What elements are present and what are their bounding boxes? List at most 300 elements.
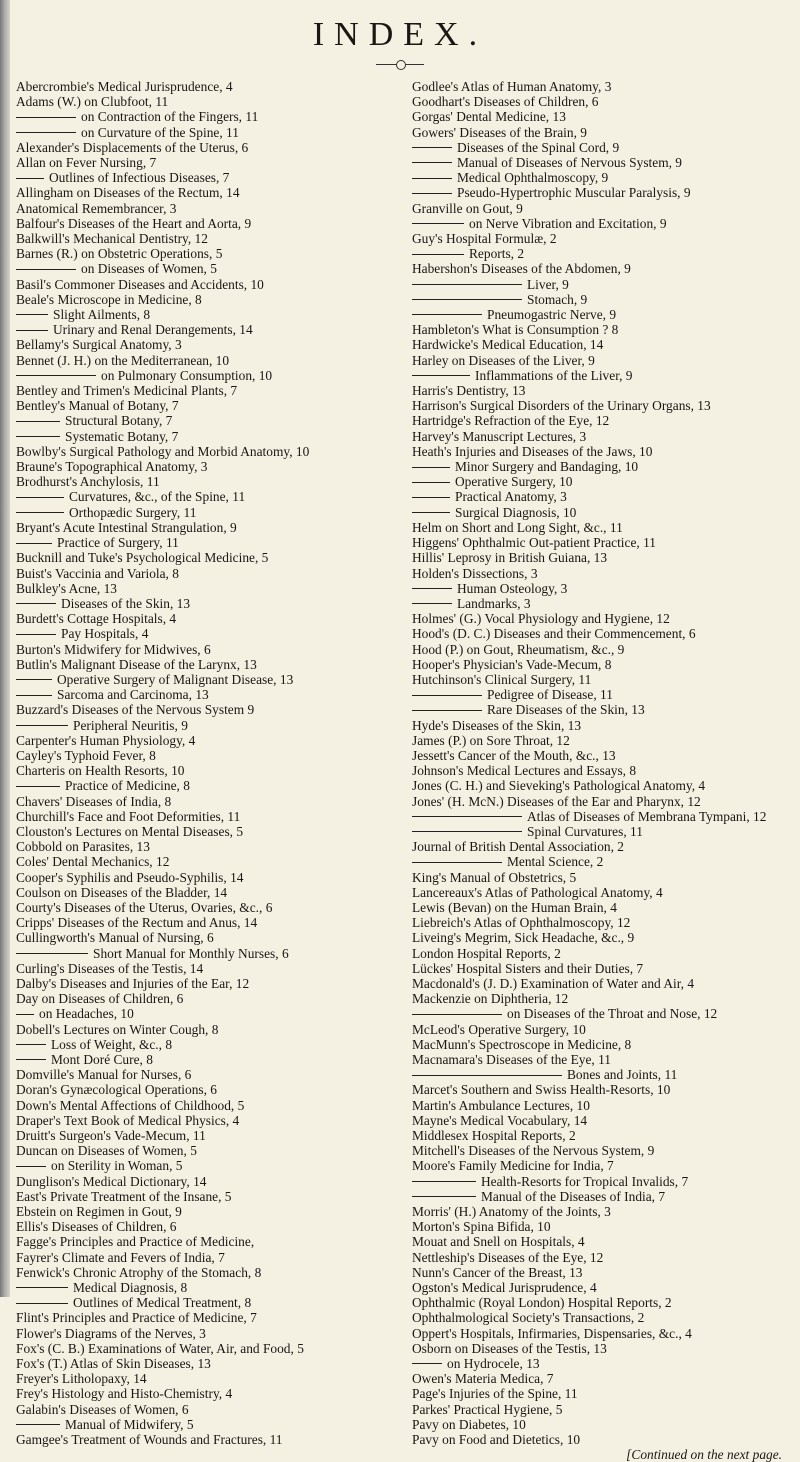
index-entry-text: Middlesex Hospital Reports, 2 — [412, 1128, 576, 1144]
index-entry-text: on Sterility in Woman, 5 — [51, 1158, 183, 1174]
index-entry-text: Pavy on Diabetes, 10 — [412, 1416, 526, 1432]
index-entry-text: Pneumogastric Nerve, 9 — [487, 307, 617, 323]
index-entry — [412, 642, 796, 657]
index-entry-text: Atlas of Diseases of Membrana Tympani, 12 — [527, 808, 767, 824]
index-entry-text: Frey's Histology and Histo-Chemistry, 4 — [16, 1386, 233, 1402]
index-entry-text: Hood's (D. C.) Diseases and their Commencement, 6 — [412, 626, 696, 642]
index-entry-text: Medical Ophthalmoscopy, 9 — [457, 170, 609, 186]
ditto-dash — [412, 497, 450, 498]
index-entry — [16, 976, 404, 991]
index-entry-text: Mental Science, 2 — [507, 854, 604, 870]
index-entry-text: Morris' (H.) Anatomy of the Joints, 3 — [412, 1204, 611, 1220]
index-entry — [16, 854, 404, 869]
ditto-dash — [16, 1287, 68, 1288]
index-entry-text: Reports, 2 — [469, 246, 525, 262]
index-entry — [16, 839, 404, 854]
index-entry — [16, 1371, 404, 1386]
index-entry — [16, 733, 404, 748]
index-entry — [412, 413, 796, 428]
ditto-dash — [16, 725, 68, 726]
index-entry-text: Helm on Short and Long Sight, &c., 11 — [412, 519, 623, 535]
index-sub-entry — [16, 687, 404, 702]
page-title: INDEX. — [312, 16, 488, 53]
ditto-dash — [16, 497, 64, 498]
index-entry-text: Owen's Materia Medica, 7 — [412, 1371, 554, 1387]
index-entry — [16, 1310, 404, 1325]
ditto-dash — [16, 436, 60, 437]
ditto-dash — [16, 178, 44, 179]
index-entry-text: Health-Resorts for Tropical Invalids, 7 — [481, 1173, 689, 1189]
index-entry-text: Hutchinson's Clinical Surgery, 11 — [412, 671, 592, 687]
index-entry-text: Landmarks, 3 — [457, 595, 531, 611]
index-entry — [412, 1432, 796, 1447]
index-entry — [16, 1189, 404, 1204]
index-entry-text: Surgical Diagnosis, 10 — [455, 504, 577, 520]
ditto-dash — [16, 786, 60, 787]
index-entry-text: Jessett's Cancer of the Mouth, &c., 13 — [412, 747, 616, 763]
index-entry-text: James (P.) on Sore Throat, 12 — [412, 732, 570, 748]
ditto-dash — [412, 862, 502, 863]
index-entry — [16, 1128, 404, 1143]
index-entry — [412, 1022, 796, 1037]
index-entry-text: Liver, 9 — [527, 276, 569, 292]
index-entry — [16, 1113, 404, 1128]
index-entry-text: Gamgee's Treatment of Wounds and Fractures, 11 — [16, 1432, 283, 1448]
index-entry-text: Burdett's Cottage Hospitals, 4 — [16, 611, 177, 627]
index-entry-text: Jones' (H. McN.) Diseases of the Ear and Pharynx, 12 — [412, 793, 701, 809]
index-entry — [412, 566, 796, 581]
index-entry — [16, 398, 404, 413]
index-entry-text: Stomach, 9 — [527, 291, 588, 307]
index-entry — [412, 1402, 796, 1417]
index-entry-text: Slight Ailments, 8 — [53, 307, 151, 323]
index-entry-text: Fayrer's Climate and Fevers of India, 7 — [16, 1249, 225, 1265]
index-entry-text: Clouston's Lectures on Mental Diseases, 5 — [16, 823, 244, 839]
index-entry — [16, 748, 404, 763]
index-entry — [16, 231, 404, 246]
index-entry-text: East's Private Treatment of the Insane, 5 — [16, 1188, 232, 1204]
index-entry-text: Lewis (Bevan) on the Human Brain, 4 — [412, 899, 617, 915]
index-entry — [16, 474, 404, 489]
index-entry-text: Bucknill and Tuke's Psychological Medicine, 5 — [16, 550, 269, 566]
index-entry-text: on Diseases of the Throat and Nose, 12 — [507, 1006, 718, 1022]
ditto-dash — [412, 254, 464, 255]
index-entry — [16, 550, 404, 565]
index-entry — [412, 1158, 796, 1173]
index-entry-text: Hardwicke's Medical Education, 14 — [412, 337, 604, 353]
index-entry — [16, 657, 404, 672]
index-entry — [412, 1082, 796, 1097]
index-entry — [16, 991, 404, 1006]
index-entry — [16, 1250, 404, 1265]
index-sub-entry — [16, 596, 404, 611]
index-entry — [16, 201, 404, 216]
index-entry — [16, 566, 404, 581]
index-entry — [412, 383, 796, 398]
ditto-dash — [412, 223, 464, 224]
index-entry-text: Curvatures, &c., of the Spine, 11 — [69, 489, 246, 505]
index-entry — [412, 398, 796, 413]
index-sub-entry — [16, 1417, 404, 1432]
index-entry-text: Butlin's Malignant Disease of the Larynx, 13 — [16, 656, 257, 672]
index-entry-text: Ogston's Medical Jurisprudence, 4 — [412, 1280, 597, 1296]
index-entry-text: Buzzard's Diseases of the Nervous System 9 — [16, 702, 255, 718]
index-entry — [16, 930, 404, 945]
index-entry-text: Pavy on Food and Dietetics, 10 — [412, 1432, 581, 1448]
index-entry-text: Mouat and Snell on Hospitals, 4 — [412, 1234, 585, 1250]
index-entry-text: Pseudo-Hypertrophic Muscular Paralysis, 9 — [457, 185, 691, 201]
index-entry-text: Macdonald's (J. D.) Examination of Water and Air, 4 — [412, 975, 695, 991]
index-entry — [412, 322, 796, 337]
ditto-dash — [16, 330, 48, 331]
index-entry-text: Fox's (C. B.) Examinations of Water, Air, and Food, 5 — [16, 1340, 304, 1356]
index-entry — [16, 1265, 404, 1280]
index-sub-entry — [412, 824, 796, 839]
index-entry — [412, 672, 796, 687]
index-entry — [412, 900, 796, 915]
index-entry — [16, 1098, 404, 1113]
index-entry-text: Liebreich's Atlas of Ophthalmoscopy, 12 — [412, 915, 631, 931]
ditto-dash — [16, 1014, 34, 1015]
index-entry — [16, 824, 404, 839]
index-sub-entry — [412, 596, 796, 611]
index-entry-text: Mayne's Medical Vocabulary, 14 — [412, 1112, 588, 1128]
book-binding-edge — [0, 0, 10, 1297]
index-entry-text: Anatomical Remembrancer, 3 — [16, 200, 177, 216]
index-entry — [16, 642, 404, 657]
index-sub-entry — [16, 413, 404, 428]
index-entry — [16, 915, 404, 930]
index-entry-text: Oppert's Hospitals, Infirmaries, Dispensaries, &c., 4 — [412, 1325, 692, 1341]
index-entry-text: McLeod's Operative Surgery, 10 — [412, 1021, 586, 1037]
index-sub-entry — [16, 778, 404, 793]
index-entry — [16, 277, 404, 292]
index-entry-text: Morton's Spina Bifida, 10 — [412, 1219, 551, 1235]
index-entry — [412, 611, 796, 626]
index-entry-text: Hooper's Physician's Vade-Mecum, 8 — [412, 656, 612, 672]
index-entry — [16, 1219, 404, 1234]
index-entry — [16, 581, 404, 596]
index-entry-text: Marcet's Southern and Swiss Health-Resorts, 10 — [412, 1082, 671, 1098]
index-entry-text: Harley on Diseases of the Liver, 9 — [412, 352, 595, 368]
index-entry — [412, 1052, 796, 1067]
index-entry-text: Inflammations of the Liver, 9 — [475, 367, 633, 383]
index-entry-text: Hambleton's What is Consumption ? 8 — [412, 322, 619, 338]
ditto-dash — [16, 695, 52, 696]
index-entry — [16, 1386, 404, 1401]
index-sub-entry — [412, 702, 796, 717]
index-entry-text: Coles' Dental Mechanics, 12 — [16, 854, 170, 870]
index-entry-text: Peripheral Neuritis, 9 — [73, 717, 188, 733]
index-entry-text: Draper's Text Book of Medical Physics, 4 — [16, 1112, 240, 1128]
index-sub-entry — [412, 140, 796, 155]
title-ornament-rule — [376, 60, 424, 70]
index-entry-text: Bryant's Acute Intestinal Strangulation, 9 — [16, 519, 237, 535]
index-entry-text: Journal of British Dental Association, 2 — [412, 839, 624, 855]
index-entry-text: Bennet (J. H.) on the Mediterranean, 10 — [16, 352, 230, 368]
index-entry-text: Loss of Weight, &c., 8 — [51, 1036, 173, 1052]
index-entry-text: on Curvature of the Spine, 11 — [81, 124, 239, 140]
index-entry-text: Carpenter's Human Physiology, 4 — [16, 732, 196, 748]
index-entry — [412, 1341, 796, 1356]
index-entry — [16, 1356, 404, 1371]
index-sub-entry — [16, 109, 404, 124]
index-entry — [412, 1143, 796, 1158]
index-entry-text: Lancereaux's Atlas of Pathological Anatomy, 4 — [412, 884, 663, 900]
index-entry — [412, 1128, 796, 1143]
ditto-dash — [16, 1044, 46, 1045]
index-sub-entry — [412, 581, 796, 596]
ditto-dash — [412, 147, 452, 148]
index-entry-text: Chavers' Diseases of India, 8 — [16, 793, 172, 809]
index-entry-text: Basil's Commoner Diseases and Accidents, 10 — [16, 276, 264, 292]
index-entry-text: Harvey's Manuscript Lectures, 3 — [412, 428, 587, 444]
index-entry — [16, 702, 404, 717]
index-sub-entry — [412, 1006, 796, 1021]
index-entry-text: Diseases of the Spinal Cord, 9 — [457, 139, 620, 155]
index-entry-text: Bowlby's Surgical Pathology and Morbid Anatomy, 10 — [16, 443, 310, 459]
index-entry — [412, 915, 796, 930]
index-entry-text: on Pulmonary Consumption, 10 — [101, 367, 273, 383]
index-entry-text: Beale's Microscope in Medicine, 8 — [16, 291, 202, 307]
index-entry — [412, 748, 796, 763]
index-entry-text: Sarcoma and Carcinoma, 13 — [57, 687, 209, 703]
index-entry — [412, 733, 796, 748]
index-entry-text: Cripps' Diseases of the Rectum and Anus, 14 — [16, 915, 258, 931]
index-entry — [412, 550, 796, 565]
index-entry-text: Bellamy's Surgical Anatomy, 3 — [16, 337, 182, 353]
index-entry — [412, 1113, 796, 1128]
index-entry-text: Nettleship's Diseases of the Eye, 12 — [412, 1249, 604, 1265]
ditto-dash — [16, 679, 52, 680]
ditto-dash — [412, 1014, 502, 1015]
index-entry-text: Dunglison's Medical Dictionary, 14 — [16, 1173, 207, 1189]
index-entry-text: Bentley's Manual of Botany, 7 — [16, 398, 179, 414]
index-entry-text: Hillis' Leprosy in British Guiana, 13 — [412, 550, 608, 566]
ditto-dash — [412, 314, 482, 315]
index-entry-text: Flint's Principles and Practice of Medicine, 7 — [16, 1310, 257, 1326]
index-entry-text: Balfour's Diseases of the Heart and Aorta, 9 — [16, 215, 252, 231]
index-entry — [412, 991, 796, 1006]
index-sub-entry — [16, 505, 404, 520]
index-entry — [16, 1022, 404, 1037]
index-entry-text: Godlee's Atlas of Human Anatomy, 3 — [412, 79, 612, 94]
index-entry — [412, 930, 796, 945]
index-entry-text: Liveing's Megrim, Sick Headache, &c., 9 — [412, 930, 635, 946]
index-sub-entry — [16, 1280, 404, 1295]
index-entry-text: Spinal Curvatures, 11 — [527, 823, 643, 839]
index-entry-text: Charteris on Health Resorts, 10 — [16, 763, 185, 779]
index-entry — [16, 900, 404, 915]
index-entry-text: Burton's Midwifery for Midwives, 6 — [16, 641, 211, 657]
ditto-dash — [412, 284, 522, 285]
index-entry — [16, 1341, 404, 1356]
index-entry-text: Short Manual for Monthly Nurses, 6 — [93, 945, 289, 961]
ditto-dash — [412, 603, 452, 604]
index-entry — [412, 839, 796, 854]
index-sub-entry — [16, 261, 404, 276]
index-entry-text: on Hydrocele, 13 — [447, 1356, 540, 1372]
index-entry — [412, 337, 796, 352]
index-entry-text: Goodhart's Diseases of Children, 6 — [412, 94, 599, 110]
index-sub-entry — [16, 672, 404, 687]
index-entry — [16, 1204, 404, 1219]
index-entry-text: Ophthalmic (Royal London) Hospital Reports, 2 — [412, 1295, 672, 1311]
index-column-left — [16, 79, 404, 1447]
index-entry — [412, 763, 796, 778]
index-entry-text: Heath's Injuries and Diseases of the Jaws, 10 — [412, 443, 653, 459]
index-entry — [16, 1432, 404, 1447]
index-entry-text: King's Manual of Obstetrics, 5 — [412, 869, 577, 885]
index-sub-entry — [16, 1006, 404, 1021]
ditto-dash — [16, 117, 76, 118]
index-sub-entry — [412, 1174, 796, 1189]
index-entry-text: Mont Doré Cure, 8 — [51, 1052, 153, 1067]
index-entry-text: Manual of Diseases of Nervous System, 9 — [457, 155, 682, 171]
index-entry-text: Alexander's Displacements of the Uterus, 6 — [16, 139, 249, 155]
index-entry — [16, 885, 404, 900]
index-entry-text: Braune's Topographical Anatomy, 3 — [16, 459, 208, 475]
index-entry-text: Macnamara's Diseases of the Eye, 11 — [412, 1052, 611, 1067]
ditto-dash — [412, 816, 522, 817]
ditto-dash — [16, 953, 88, 954]
index-sub-entry — [16, 170, 404, 185]
index-entry — [16, 520, 404, 535]
index-entry-text: Cullingworth's Manual of Nursing, 6 — [16, 930, 214, 946]
ditto-dash — [412, 299, 522, 300]
index-entry — [412, 794, 796, 809]
index-entry — [16, 961, 404, 976]
index-entry — [16, 1234, 404, 1249]
index-entry-text: Mackenzie on Diphtheria, 12 — [412, 991, 569, 1007]
index-sub-entry — [16, 946, 404, 961]
index-entry-text: Freyer's Litholopaxy, 14 — [16, 1371, 147, 1387]
index-entry-text: Bones and Joints, 11 — [567, 1067, 678, 1083]
index-entry-text: Gowers' Diseases of the Brain, 9 — [412, 124, 587, 140]
index-entry — [412, 520, 796, 535]
index-entry — [16, 383, 404, 398]
index-entry-text: on Contraction of the Fingers, 11 — [81, 109, 259, 125]
index-sub-entry — [412, 170, 796, 185]
index-entry-text: Coulson on Diseases of the Bladder, 14 — [16, 884, 228, 900]
continuation-note: [Continued on the next page. — [626, 1447, 782, 1462]
index-entry-text: Outlines of Infectious Diseases, 7 — [49, 170, 230, 186]
ditto-dash — [412, 162, 452, 163]
index-entry-text: on Diseases of Women, 5 — [81, 261, 217, 277]
index-entry-text: Granville on Gout, 9 — [412, 200, 523, 216]
index-sub-entry — [412, 1356, 796, 1371]
index-entry — [412, 870, 796, 885]
index-entry-text: Systematic Botany, 7 — [65, 428, 179, 444]
index-entry-text: Higgens' Ophthalmic Out-patient Practice, 11 — [412, 535, 656, 551]
index-sub-entry — [16, 1052, 404, 1067]
index-sub-entry — [16, 489, 404, 504]
index-entry-text: Ophthalmological Society's Transactions, 2 — [412, 1310, 645, 1326]
index-entry-text: Operative Surgery, 10 — [455, 474, 573, 490]
index-sub-entry — [412, 277, 796, 292]
index-entry-text: Pay Hospitals, 4 — [61, 626, 149, 642]
index-entry — [412, 353, 796, 368]
index-entry-text: Operative Surgery of Malignant Disease, 13 — [57, 671, 294, 687]
index-entry — [16, 353, 404, 368]
index-entry-text: Domville's Manual for Nurses, 6 — [16, 1067, 192, 1083]
index-sub-entry — [16, 626, 404, 641]
index-entry-text: Manual of the Diseases of India, 7 — [481, 1188, 666, 1204]
ditto-dash — [16, 634, 56, 635]
index-entry-text: Hood (P.) on Gout, Rheumatism, &c., 9 — [412, 641, 625, 657]
index-entry-text: Human Osteology, 3 — [457, 580, 568, 596]
index-entry-text: Minor Surgery and Bandaging, 10 — [455, 459, 639, 475]
index-entry — [16, 1143, 404, 1158]
index-entry-text: Courty's Diseases of the Uterus, Ovaries, &c., 6 — [16, 899, 273, 915]
index-entry-text: Parkes' Practical Hygiene, 5 — [412, 1401, 563, 1417]
index-entry-text: Druitt's Surgeon's Vade-Mecum, 11 — [16, 1128, 206, 1144]
index-entry-text: Churchill's Face and Foot Deformities, 11 — [16, 808, 241, 824]
index-entry — [412, 1295, 796, 1310]
index-entry-text: Bentley and Trimen's Medicinal Plants, 7 — [16, 383, 238, 399]
ditto-dash — [16, 1059, 46, 1060]
index-entry — [16, 337, 404, 352]
index-sub-entry — [412, 368, 796, 383]
index-entry-text: Fagge's Principles and Practice of Medicine, — [16, 1234, 255, 1250]
index-entry-text: Lückes' Hospital Sisters and their Duties, 7 — [412, 960, 644, 976]
index-entry-text: Doran's Gynæcological Operations, 6 — [16, 1082, 217, 1098]
index-entry-text: Brodhurst's Anchylosis, 11 — [16, 474, 160, 490]
index-entry — [412, 1371, 796, 1386]
index-entry-text: Johnson's Medical Lectures and Essays, 8 — [412, 763, 637, 779]
index-entry-text: Bulkley's Acne, 13 — [16, 580, 117, 596]
index-entry — [412, 79, 796, 94]
index-entry-text: Ellis's Diseases of Children, 6 — [16, 1219, 177, 1235]
index-entry — [412, 231, 796, 246]
ditto-dash — [16, 375, 96, 376]
index-entry — [412, 885, 796, 900]
index-entry — [16, 292, 404, 307]
ditto-dash — [412, 467, 450, 468]
index-entry — [16, 1174, 404, 1189]
index-entry-text: Guy's Hospital Formulæ, 2 — [412, 231, 557, 247]
index-entry — [412, 1234, 796, 1249]
index-entry-text: Curling's Diseases of the Testis, 14 — [16, 960, 204, 976]
index-entry-text: Osborn on Diseases of the Testis, 13 — [412, 1340, 607, 1356]
index-entry — [16, 611, 404, 626]
index-entry-text: Flower's Diagrams of the Nerves, 3 — [16, 1325, 206, 1341]
index-entry — [412, 125, 796, 140]
index-entry — [412, 657, 796, 672]
index-entry — [412, 1219, 796, 1234]
index-entry-text: Dalby's Diseases and Injuries of the Ear, 12 — [16, 975, 250, 991]
index-entry — [16, 79, 404, 94]
index-entry-text: Moore's Family Medicine for India, 7 — [412, 1158, 614, 1174]
index-entry-text: Harris's Dentistry, 13 — [412, 383, 526, 399]
index-entry — [16, 140, 404, 155]
ditto-dash — [412, 695, 482, 696]
index-entry-text: Allan on Fever Nursing, 7 — [16, 155, 157, 171]
index-entry-text: Pedigree of Disease, 11 — [487, 687, 613, 703]
index-sub-entry — [16, 1158, 404, 1173]
index-entry-text: Buist's Vaccinia and Variola, 8 — [16, 565, 179, 581]
ditto-dash — [412, 482, 450, 483]
ditto-dash — [412, 588, 452, 589]
index-entry-text: Harrison's Surgical Disorders of the Urinary Organs, 13 — [412, 398, 711, 414]
ditto-dash — [412, 375, 470, 376]
index-entry — [16, 185, 404, 200]
index-entry — [16, 809, 404, 824]
index-entry-text: London Hospital Reports, 2 — [412, 945, 561, 961]
index-entry — [412, 94, 796, 109]
index-entry — [412, 946, 796, 961]
ditto-dash — [16, 543, 52, 544]
